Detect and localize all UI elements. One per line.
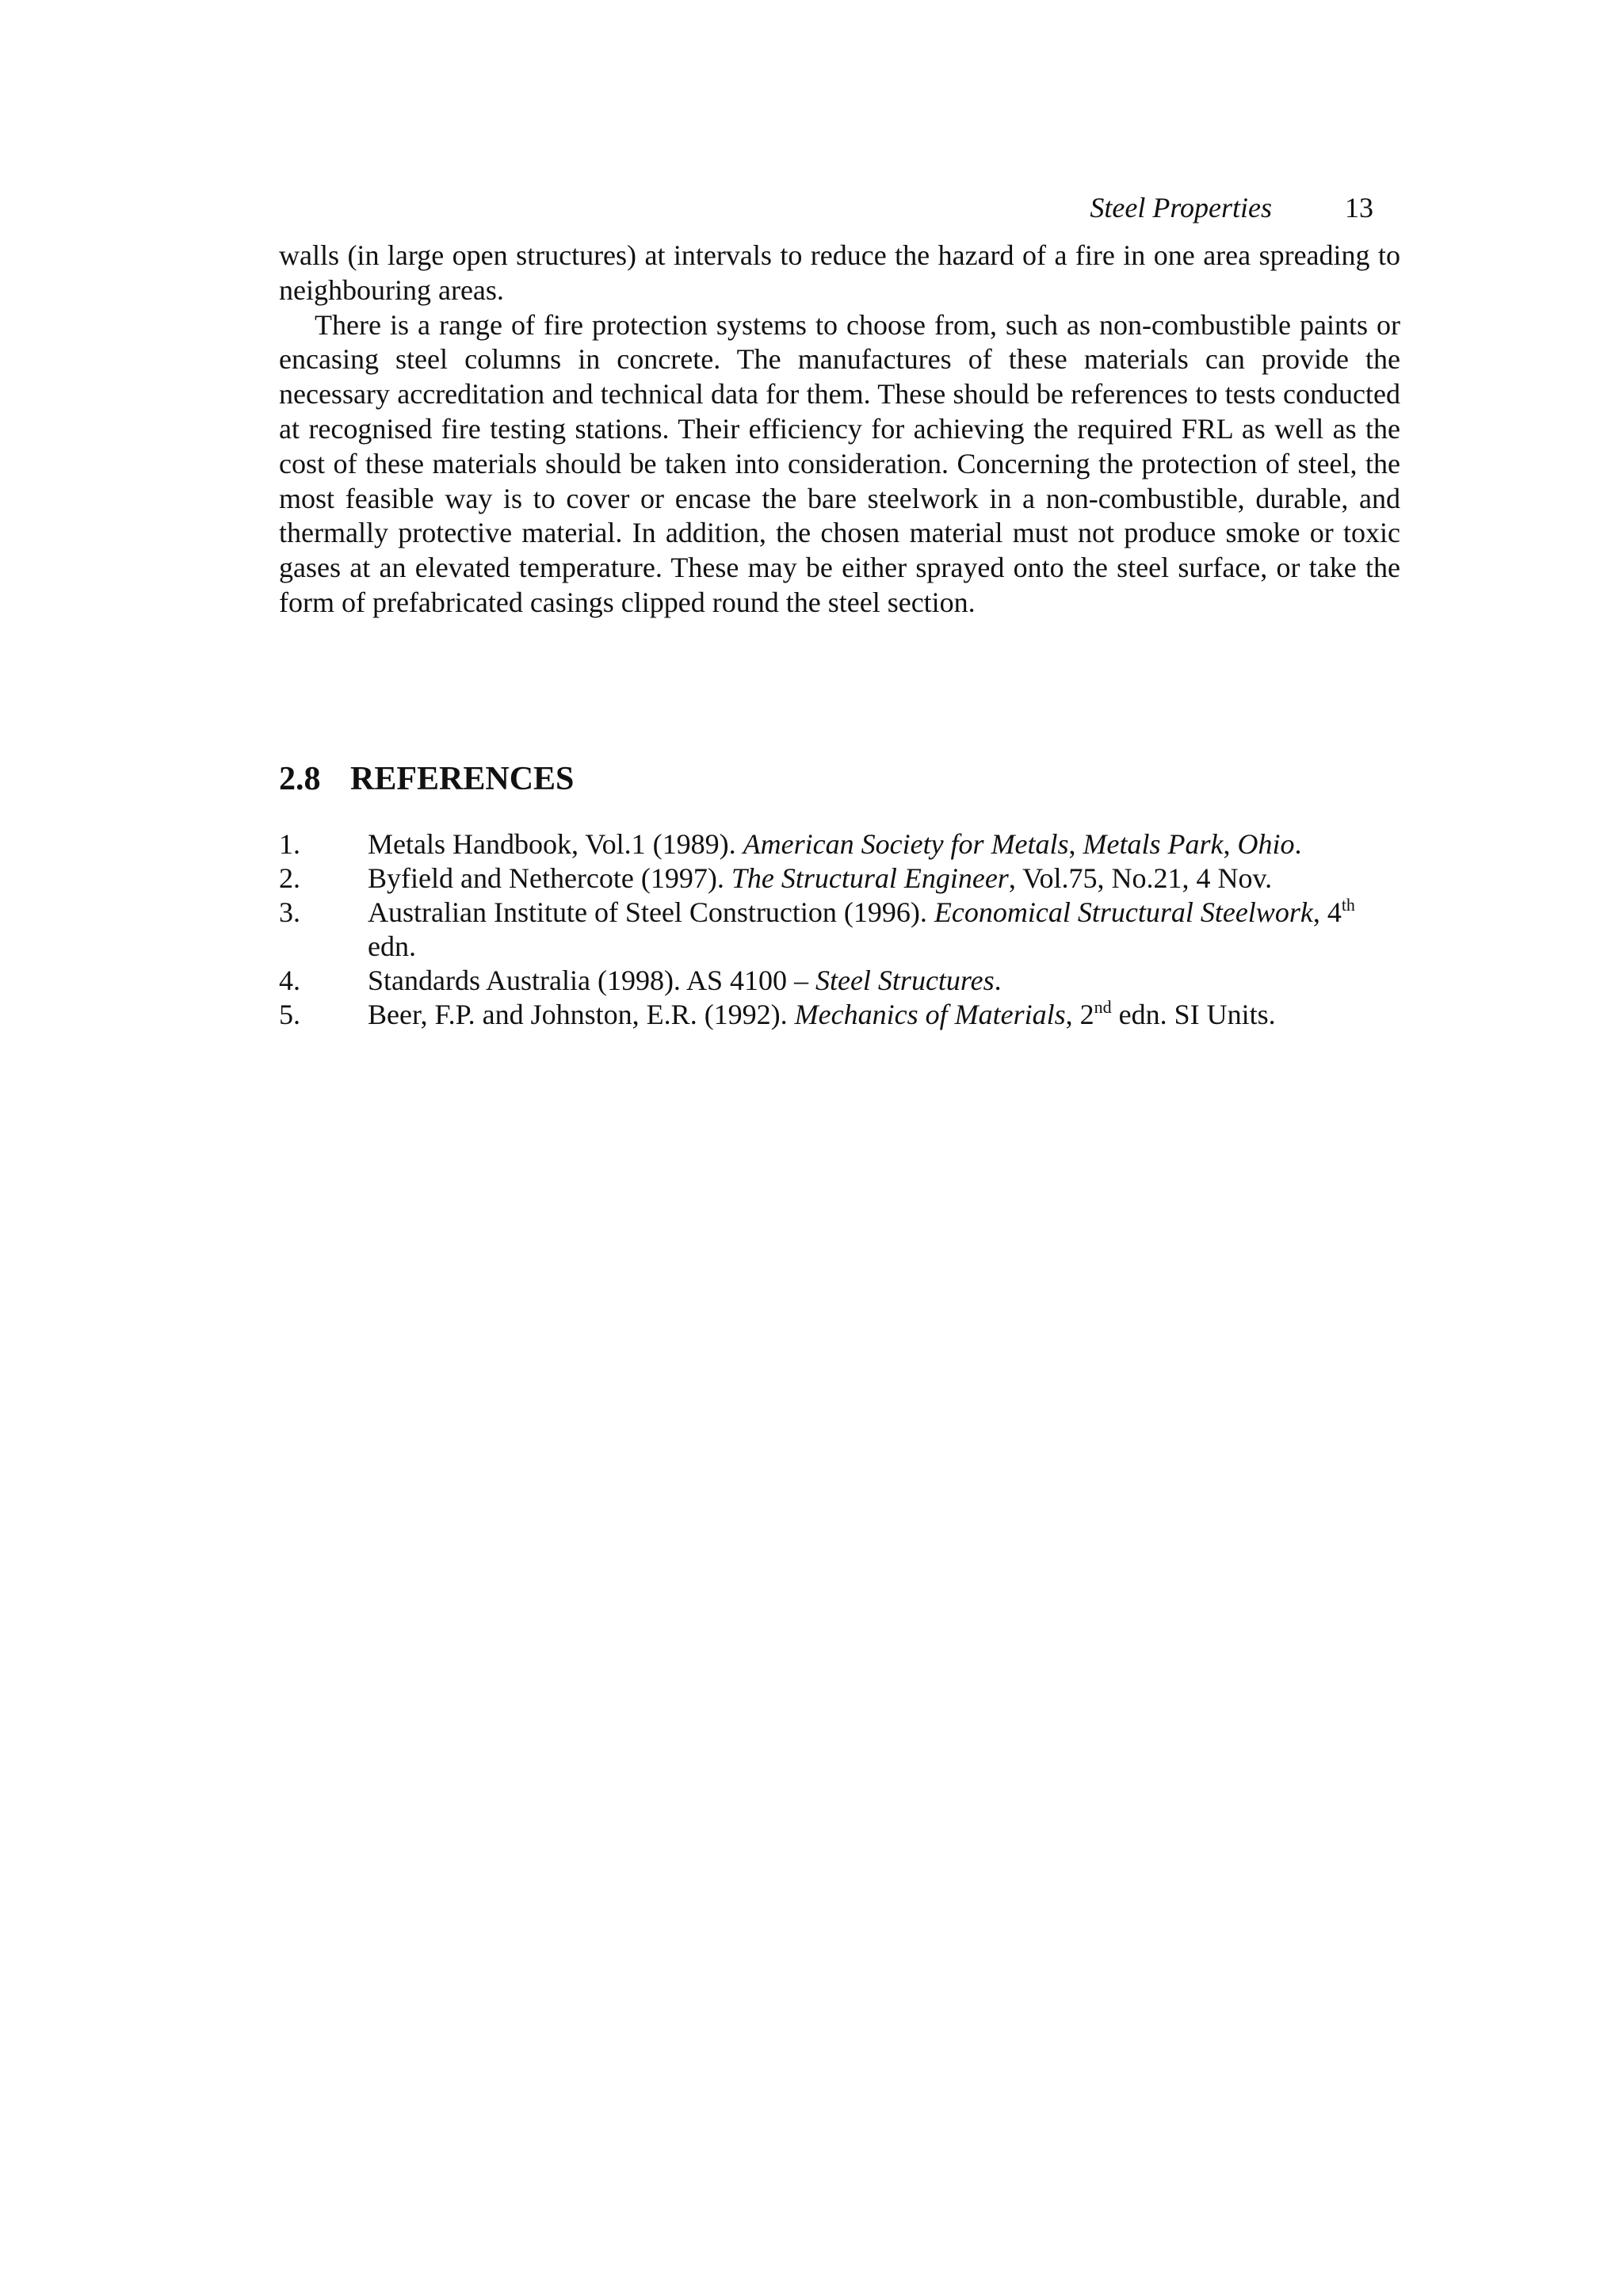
reference-text: , Vol.75, No.21, 4 Nov. [1008,862,1273,894]
reference-item [279,861,1400,896]
body-text [279,239,1400,621]
reference-item [279,998,1400,1032]
reference-text: , [1223,828,1238,860]
reference-text: edn. SI Units. [1111,999,1276,1030]
reference-number: 5. [279,999,300,1030]
reference-book-title: Mechanics of Materials [794,999,1066,1030]
reference-number: 3. [279,896,300,928]
reference-edition-suffix: th [1341,895,1355,915]
reference-text: Metals Handbook, Vol.1 (1989). [368,828,743,860]
page-number: 13 [1345,192,1373,223]
reference-item [279,827,1400,861]
running-header [279,187,1400,228]
reference-state: Ohio [1237,828,1295,860]
reference-standard-title: Steel Structures [815,965,995,996]
section-title: REFERENCES [350,761,575,797]
reference-number: 1. [279,828,300,860]
reference-text: , 2 [1065,999,1094,1030]
reference-journal: The Structural Engineer [731,862,1009,894]
paragraph-continuation: walls (in large open structures) at intervals to reduce the hazard of a fire in one area spreading to neighbouring areas. [279,239,1400,306]
running-title: Steel Properties [1090,192,1272,223]
reference-text: Standards Australia (1998). AS 4100 – [368,965,815,996]
reference-publisher: American Society for Metals [743,828,1069,860]
section-number: 2.8 [279,761,321,797]
reference-number: 2. [279,862,300,894]
reference-book-title: Economical Structural Steelwork [934,896,1313,928]
reference-list [279,827,1400,1032]
reference-item [279,896,1400,964]
reference-text: Byfield and Nethercote (1997). [368,862,731,894]
reference-edition-suffix: nd [1094,997,1112,1017]
reference-text: . [994,965,1002,996]
reference-text: Australian Institute of Steel Construction (1996). [368,896,934,928]
reference-place: Metals Park [1083,828,1224,860]
reference-number: 4. [279,965,300,996]
paragraph-fire-protection: There is a range of fire protection systems to choose from, such as non-combustible paints or encasing steel columns in concrete. The manufactures of these materials can provide the necessary accreditation and technical data for them. These should be references to tests conducted at recognised fire testing stations. Their efficiency for achieving the required FRL as well as the cost of these materials should be taken into consideration. Concerning the protection of steel, the most feasible way is to cover or encase the bare steelwork in a non-combustible, durable, and thermally protective material. In addition, the chosen material must not produce smoke or toxic gases at an elevated temperature. These may be either sprayed onto the steel surface, or take the form of prefabricated casings clipped round the steel section. [279,308,1400,618]
reference-text: , [1068,828,1083,860]
reference-edition: 4 [1327,896,1342,928]
reference-text: Beer, F.P. and Johnston, E.R. (1992). [368,999,795,1030]
section-heading [279,757,574,801]
reference-text: . [1294,828,1302,860]
reference-text: , [1312,896,1327,928]
reference-item [279,964,1400,998]
reference-text: edn. [368,930,416,962]
